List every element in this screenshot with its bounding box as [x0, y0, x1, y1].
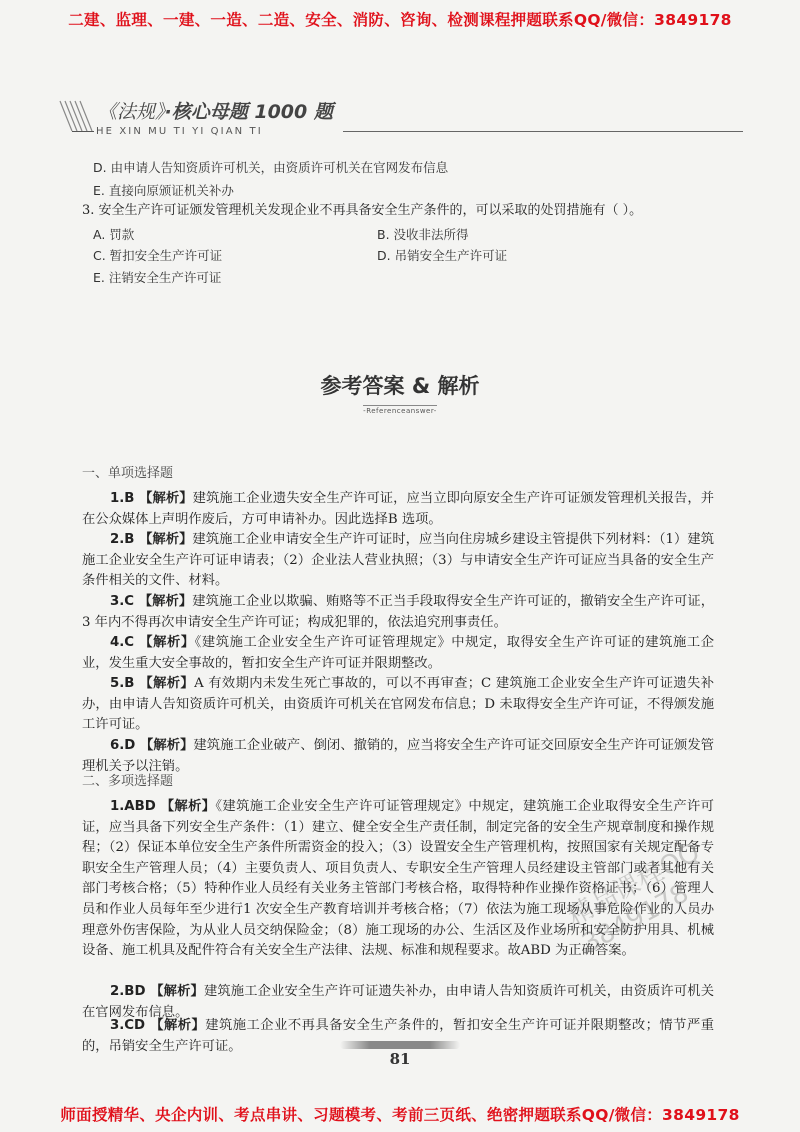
- promo-banner-bottom: 师面授精华、央企内训、考点串讲、习题模考、考前三页纸、绝密押题联系QQ/微信：3849178: [60, 1106, 740, 1124]
- answer-s1-5: 5.B 【解析】A 有效期内未发生死亡事故的，可以不再审查；C 建筑施工企业安全生产许可证遗失补办，由申请人告知资质许可机关，由资质许可机关在官网发布信息；D 未取得安全生产许可证，不得颁发施工许可证。: [82, 676, 714, 733]
- header-subtitle: HE XIN MU TI YI QIAN TI: [96, 126, 263, 137]
- answer-s2-2: 2.BD 【解析】建筑施工企业安全生产许可证遗失补办，由申请人告知资质许可机关，由资质许可机关在官网发布信息。: [82, 984, 715, 1020]
- answers-subheading: -Referenceanswer-: [363, 407, 437, 415]
- header-title: 《法规》·核心母题 1000 题: [98, 101, 333, 123]
- page-number-ornament: [340, 1041, 460, 1049]
- answer-s1-4: 4.C 【解析】《建筑施工企业安全生产许可证管理规定》中规定，取得安全生产许可证的建筑施工企业，发生重大安全事故的，暂扣安全生产许可证并限期整改。: [82, 635, 714, 671]
- running-header: [58, 97, 758, 147]
- question-3-option-b: B. 没收非法所得: [377, 227, 469, 242]
- question-3-option-e: E. 注销安全生产许可证: [93, 270, 222, 285]
- carryover-option-e: E. 直接向原颁证机关补办: [93, 183, 234, 198]
- answer-s2-1: 1.ABD 【解析】《建筑施工企业安全生产许可证管理规定》中规定，建筑施工企业取得安全生产许可证，应当具备下列安全生产条件：（1）建立、健全安全生产责任制，制定完备的安全生产规章制度和操作规程；（2）保证本单位安全生产条件所需资金的投入；（3）设置安全生产管理机构，按照国家有关规定配备专职安全生产管理人员；（4）主要负责人、项目负责人、专职安全生产管理人员经建设主管部门或者其他有关部门考核合格；（5）特种作业人员经有关业务主管部门考核合格，取得特种作业操作资格证书；（6）管理人员和作业人员每年至少进行1 次安全生产教育培训并考核合格；（7）依法为施工现场从事危险作业的人员办理意外伤害保险，为从业人员交纳保险金；（8）施工现场的办公、生活区及作业场所和安全防护用具、机械设备、施工机具及配件符合有关安全生产法律、法规、标准和规程要求。故ABD 为正确答案。: [82, 799, 714, 959]
- question-3-stem: 3. 安全生产许可证颁发管理机关发现企业不再具备安全生产条件的，可以采取的处罚措施有（ ）。: [82, 203, 643, 218]
- page-number: 81: [389, 1050, 411, 1068]
- header-stripes-icon: [58, 97, 98, 133]
- question-3-option-c: C. 暂扣安全生产许可证: [93, 248, 223, 263]
- promo-banner-top: 二建、监理、一建、一造、二造、安全、消防、咨询、检测课程押题联系QQ/微信：3849178: [68, 11, 732, 29]
- answer-s1-3: 3.C 【解析】建筑施工企业以欺骗、贿赂等不正当手段取得安全生产许可证的，撤销安全生产许可证，3 年内不得再次申请安全生产许可证；构成犯罪的，依法追究刑事责任。: [82, 594, 714, 630]
- section-multiple-choice: 二、多项选择题: [82, 774, 174, 789]
- watermark: 精品课程QQ 3849178: [562, 837, 705, 960]
- section-single-choice: 一、单项选择题: [82, 466, 174, 481]
- question-3-option-d: D. 吊销安全生产许可证: [377, 248, 508, 263]
- question-3-option-a: A. 罚款: [93, 227, 135, 242]
- carryover-option-d: D. 由申请人告知资质许可机关，由资质许可机关在官网发布信息: [93, 160, 449, 175]
- answer-s1-2: 2.B 【解析】建筑施工企业申请安全生产许可证时，应当向住房城乡建设主管提供下列材料：（1）建筑施工企业安全生产许可证申请表；（2）企业法人营业执照；（3）与申请安全生产许可证应当具备的安全生产条件相关的文件、材料。: [82, 532, 714, 589]
- answer-s1-6: 6.D 【解析】建筑施工企业破产、倒闭、撤销的，应当将安全生产许可证交回原安全生产许可证颁发管理机关予以注销。: [82, 738, 714, 774]
- answer-s1-1: 1.B 【解析】建筑施工企业遗失安全生产许可证，应当立即向原安全生产许可证颁发管理机关报告，并在公众媒体上声明作废后，方可申请补办。因此选择B 选项。: [82, 491, 714, 527]
- answers-heading: 参考答案 & 解析: [320, 374, 480, 398]
- answer-s2-3: 3.CD 【解析】建筑施工企业不再具备安全生产条件的，暂扣安全生产许可证并限期整改；情节严重的，吊销安全生产许可证。: [82, 1018, 714, 1054]
